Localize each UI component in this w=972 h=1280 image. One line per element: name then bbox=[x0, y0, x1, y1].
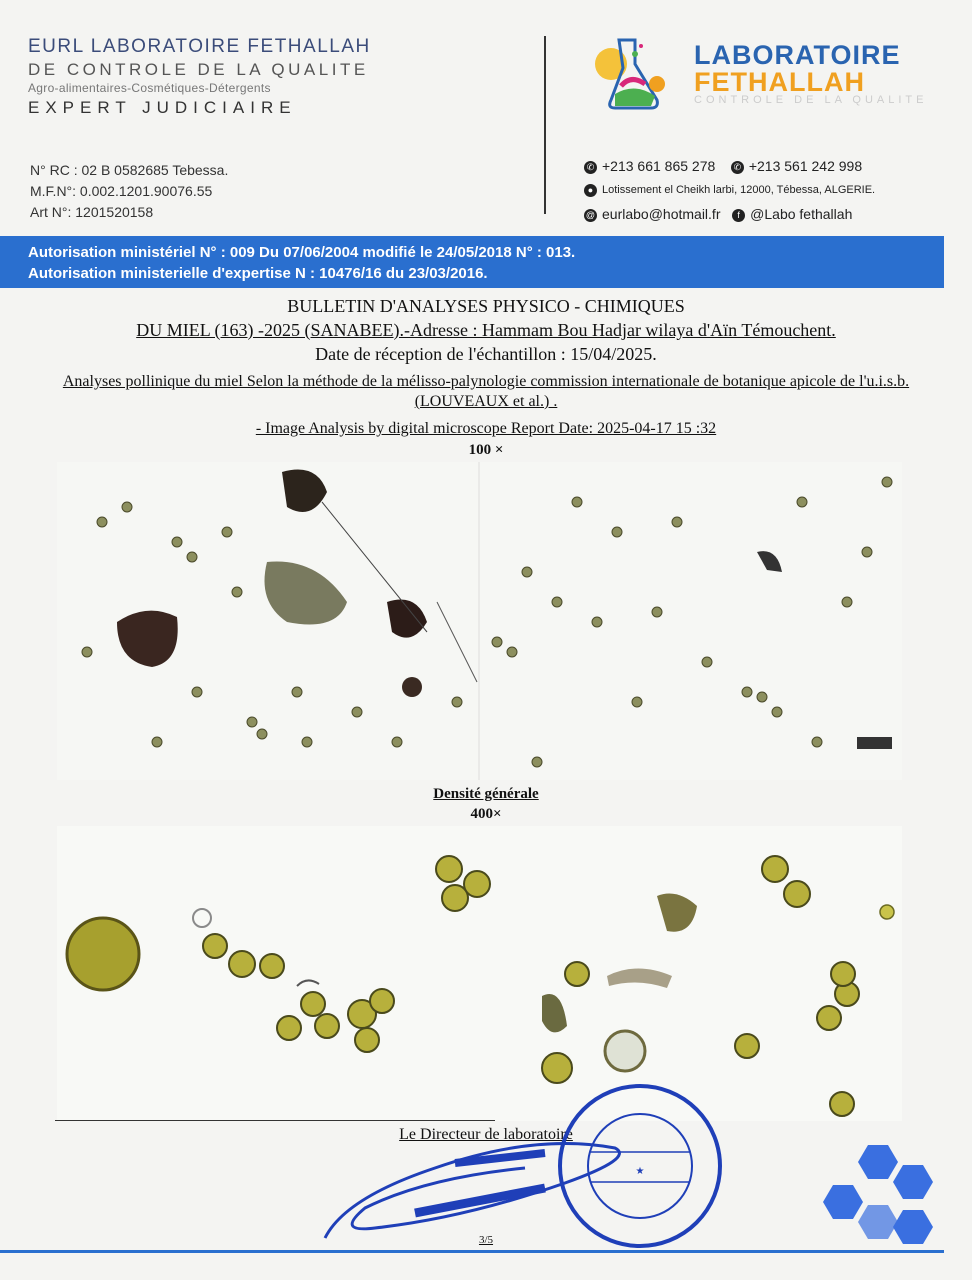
company-sectors: Agro-alimentaires-Cosmétiques-Détergents bbox=[28, 81, 271, 95]
magnification-100x: 100 × bbox=[468, 442, 504, 458]
page-number: 3/5 bbox=[478, 1234, 494, 1246]
phone-1: +213 661 865 278 bbox=[602, 158, 716, 174]
phone-icon: ✆ bbox=[584, 161, 597, 174]
lab-flask-logo bbox=[585, 34, 677, 116]
authorization-banner bbox=[0, 236, 944, 288]
company-name: EURL LABORATOIRE FETHALLAH bbox=[28, 36, 371, 57]
location-icon: ● bbox=[584, 184, 597, 197]
document-title: BULLETIN D'ANALYSES PHYSICO - CHIMIQUES bbox=[287, 296, 685, 316]
company-expert: EXPERT JUDICIAIRE bbox=[28, 98, 297, 117]
email: eurlabo@hotmail.fr bbox=[602, 206, 721, 222]
brand-line3: CONTROLE DE LA QUALITE bbox=[694, 94, 928, 106]
email-icon: @ bbox=[585, 209, 596, 220]
contact-block bbox=[584, 154, 875, 226]
facebook-icon: f bbox=[732, 209, 745, 222]
facebook: @Labo fethallah bbox=[750, 206, 853, 222]
registration-info bbox=[30, 160, 228, 223]
svg-text:★: ★ bbox=[635, 1166, 645, 1177]
micrograph-400x bbox=[57, 826, 902, 1121]
authorization-1: Autorisation ministériel N° : 009 Du 07/06/2004 modifié le 24/05/2018 N° : 013. bbox=[28, 244, 576, 261]
director-label: Le Directeur de laboratoire bbox=[399, 1126, 573, 1143]
brand-line2: FETHALLAH bbox=[694, 67, 865, 97]
whatsapp-icon: ✆ bbox=[731, 161, 744, 174]
authorization-2: Autorisation ministerielle d'expertise N : 10476/16 du 23/03/2016. bbox=[28, 265, 488, 282]
micrograph-100x bbox=[57, 462, 902, 780]
rc-number: N° RC : 02 B 0582685 Tebessa. bbox=[30, 162, 229, 178]
mf-number: M.F.N°: 0.002.1201.90076.55 bbox=[30, 183, 213, 199]
sample-info: DU MIEL (163) -2025 (SANABEE).-Adresse : Hammam Bou Hadjar wilaya d'Aïn Témouchent. bbox=[136, 320, 836, 340]
phone-2: +213 561 242 998 bbox=[748, 158, 863, 174]
reception-date: Date de réception de l'échantillon : 15/04/2025. bbox=[315, 344, 657, 364]
address: Lotissement el Cheikh larbi, 12000, Tébessa, ALGERIE. bbox=[602, 184, 876, 196]
company-subtitle: DE CONTROLE DE LA QUALITE bbox=[28, 60, 369, 79]
report-date: - Image Analysis by digital microscope Report Date: 2025-04-17 15 :32 bbox=[255, 420, 717, 437]
company-header bbox=[28, 36, 371, 118]
brand-name bbox=[694, 40, 927, 106]
caption-density: Densité générale bbox=[433, 786, 539, 802]
analysis-method: Analyses pollinique du miel Selon la méthode de la mélisso-palynologie commission internationale de botanique apicole de l'u.i.s.b. (LOUVEAUX et al.) . bbox=[62, 373, 910, 410]
official-stamp bbox=[556, 1082, 724, 1250]
footer-line bbox=[0, 1250, 944, 1253]
art-number: Art N°: 1201520158 bbox=[30, 204, 154, 220]
brand-line1: LABORATOIRE bbox=[694, 40, 901, 70]
magnification-400x: 400× bbox=[470, 806, 502, 822]
signature-line bbox=[55, 1120, 495, 1121]
header-divider bbox=[544, 36, 546, 214]
